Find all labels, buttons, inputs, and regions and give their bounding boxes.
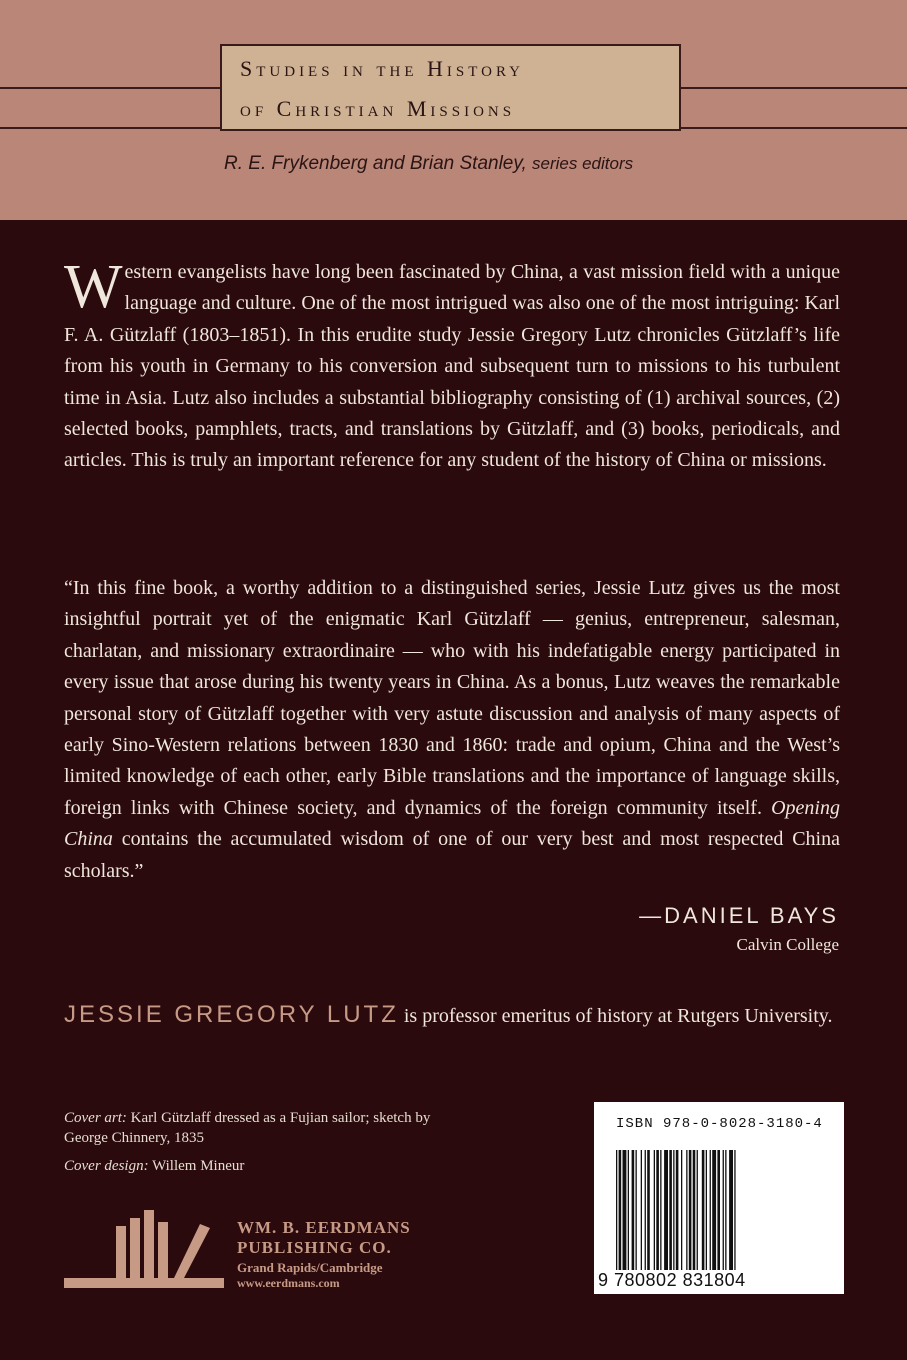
barcode-bar [712,1150,716,1270]
barcode-bar [669,1150,672,1270]
cover-design-label: Cover design: [64,1158,149,1174]
logo-book-leaning [174,1224,210,1278]
publisher-logo-icon [64,1206,224,1292]
header-band [0,0,907,220]
barcode-bar [706,1150,707,1270]
barcode-box [594,1102,844,1294]
barcode-bar [702,1150,705,1270]
series-title-line2: of Christian Missions [240,96,516,121]
isbn-digits: 9 780802 831804 [598,1270,746,1290]
publisher-line1: WM. B. EERDMANS [237,1218,411,1237]
publisher-location: Grand Rapids/Cambridge [237,1260,383,1275]
barcode-bar [697,1150,698,1270]
barcode-bar [729,1150,733,1270]
barcode-bar [619,1150,622,1270]
barcode-icon [616,1150,826,1270]
drop-cap: W [64,253,123,321]
attribution-institution: Calvin College [736,935,839,954]
barcode-bar [689,1150,692,1270]
endorsement-quote [64,573,840,887]
barcode-bar [628,1150,629,1270]
barcode-bar [616,1150,617,1270]
barcode-bar [636,1150,637,1270]
barcode-bar [673,1150,674,1270]
barcode-bar [654,1150,655,1270]
barcode-bar [710,1150,711,1270]
author-name: JESSIE GREGORY LUTZ [64,1001,399,1028]
barcode-bar [645,1150,646,1270]
series-title-box [220,44,681,131]
book-description [64,253,840,477]
barcode-bar [641,1150,642,1270]
description-text: estern evangelists have long been fascinated by China, a vast mission field with a unique language and culture. One of the most intrigued was also one of the most intriguing: Karl F. A. Gützlaff (1803–1851). In this erudite study Jessie Gregory Lutz chronicles Gützlaff’s life from his youth in Germany to his conversion and subsequent turn to missions to his turbulent time in Asia. Lutz also includes a substantial bibliography consisting of (1) archival sources, (2) selected books, pamphlets, tracts, and translations by Gützlaff, and (3) books, periodicals, and articles. This is truly an important reference for any student of the history of China or missions. [64,261,840,472]
quote-book-title: Opening China [64,796,840,851]
barcode-bar [656,1150,659,1270]
barcode-bar [686,1150,687,1270]
barcode-bar [717,1150,720,1270]
cover-art-label: Cover art: [64,1110,127,1126]
author-bio-text: is professor emeritus of history at Rutgers University. [403,1005,833,1027]
series-editors-names: R. E. Frykenberg and Brian Stanley, [224,153,527,174]
quote-text-before: “In this fine book, a worthy addition to a distinguished series, Jessie Lutz gives us the most insightful portrait yet of the enigmatic Karl Gützlaff — genius, entrepreneur, salesman, charlatan, and missionary extraordinaire — who with his indefatigable energy participated in every issue that arose during his twenty years in China. As a bonus, Lutz weaves the remarkable personal story of Gützlaff together with very astute discussion and analysis of many aspects of early Sino-Western relations between 1830 and 1860: trade and opium, China and the West’s limited knowledge of each other, early Bible translations and the importance of language skills, foreign links with Chinese society, and dynamics of the foreign community itself. [64,577,840,819]
barcode-bar [632,1150,635,1270]
quote-text-after: contains the accumulated wisdom of one of our very best and most respected China scholars.” [64,828,840,882]
cover-art-credit [64,1108,464,1148]
publisher-website: www.eerdmans.com [237,1276,340,1290]
logo-book-3 [144,1210,154,1278]
logo-book-1 [116,1226,126,1278]
quote-attribution [639,903,839,955]
cover-design-credit [64,1156,464,1176]
barcode-bar [734,1150,735,1270]
author-bio [64,999,840,1032]
isbn-label: ISBN 978-0-8028-3180-4 [616,1116,823,1132]
barcode-bar [693,1150,696,1270]
barcode-bar [660,1150,661,1270]
attribution-name: —DANIEL BAYS [639,903,839,928]
cover-credits [64,1108,464,1176]
barcode-bar [725,1150,726,1270]
series-editors-role: series editors [532,154,634,173]
cover-art-text: Karl Gützlaff dressed as a Fujian sailor; sketch by George Chinnery, 1835 [64,1110,431,1146]
series-editors [224,153,724,175]
barcode-bar [664,1150,668,1270]
logo-book-2 [130,1218,140,1278]
logo-book-4 [158,1222,168,1278]
publisher-line2: PUBLISHING CO. [237,1238,392,1257]
series-title-line1: Studies in the History [240,56,525,81]
logo-base [64,1278,224,1288]
barcode-bar [647,1150,650,1270]
barcode-bar [723,1150,724,1270]
publisher-block [237,1218,411,1291]
barcode-bar [681,1150,682,1270]
cover-design-text: Willem Mineur [152,1158,245,1174]
barcode-bar [676,1150,679,1270]
barcode-bar [623,1150,627,1270]
